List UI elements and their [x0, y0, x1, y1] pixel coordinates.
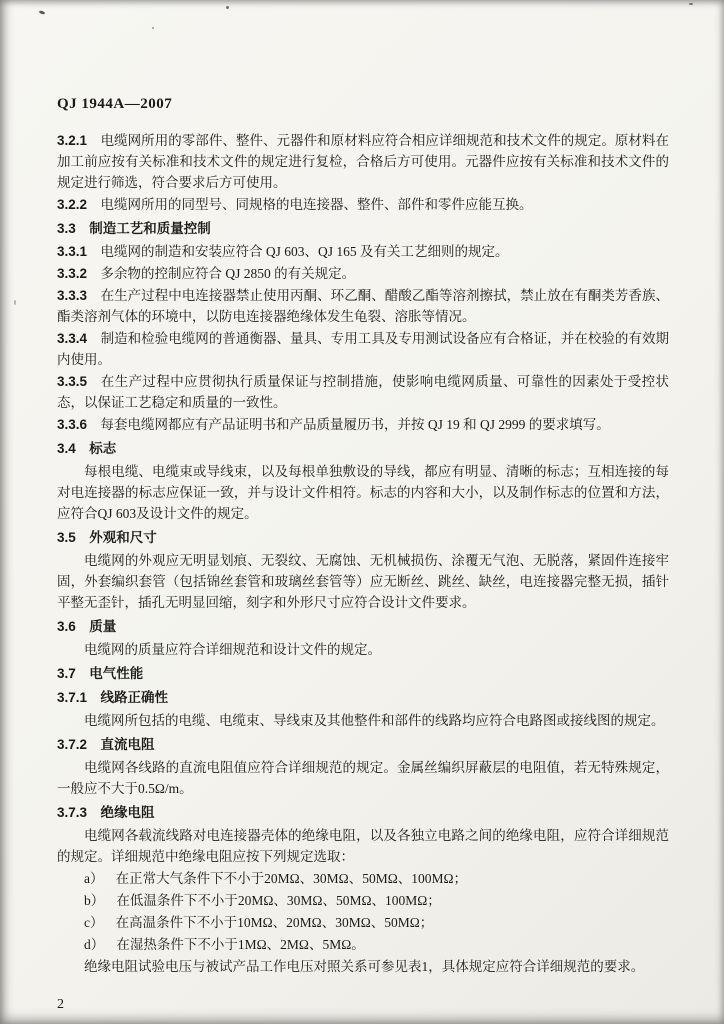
heading-number: 3.7.3 — [57, 805, 88, 820]
scan-artifact — [689, 3, 693, 5]
document-body — [57, 130, 669, 977]
page-number: 2 — [57, 997, 64, 1012]
list-item-text: 在低温条件下不小于20MΩ、30MΩ、50MΩ、100MΩ； — [116, 893, 441, 908]
section-heading — [57, 527, 669, 548]
paragraph-text: 每根电缆、电缆束或导线束，以及每根单独敷设的导线，都应有明显、清晰的标志；互相连接的每对电连接器的标志应保证一致，并与设计文件相符。标志的内容和大小，以及制作标志的位置和方法，应符合QJ 603及设计文件的规定。 — [57, 464, 669, 521]
section-heading — [57, 687, 669, 708]
paragraph-text: 电缆网各线路的直流电阻值应符合详细规范的规定。金属丝编织屏蔽层的电阻值，若无特殊规定，一般应不大于0.5Ω/m。 — [57, 760, 669, 796]
heading-number: 3.5 — [57, 530, 76, 545]
section-heading — [57, 218, 669, 239]
heading-title: 直流电阻 — [100, 737, 155, 752]
clause-text: 在生产过程中电连接器禁止使用丙酮、环乙酮、醋酸乙酯等溶剂擦拭，禁止放在有酮类芳香族、酯类溶剂气体的环境中，以防电连接器绝缘体发生龟裂、溶胀等情况。 — [57, 288, 669, 324]
clause-number: 3.3.6 — [57, 417, 88, 432]
clause-number: 3.2.1 — [57, 133, 88, 148]
list-marker: b） — [84, 893, 105, 908]
section-heading — [57, 616, 669, 637]
list-item — [57, 934, 669, 955]
clause-number: 3.3.1 — [57, 244, 88, 259]
body-paragraph — [57, 639, 669, 660]
heading-number: 3.7.2 — [57, 737, 88, 752]
scan-artifact — [39, 10, 46, 15]
clause-paragraph — [57, 285, 669, 327]
heading-number: 3.7.1 — [57, 690, 88, 705]
paragraph-text: 电缆网的外观应无明显划痕、无裂纹、无腐蚀、无机械损伤、涂覆无气泡、无脱落，紧固件连接牢固，外套编织套管（包括锦丝套管和玻璃丝套管等）应无断丝、跳丝、缺丝，电连接器完整无损，插针平整无歪针，插孔无明显回缩，刻字和外形尺寸应符合设计文件要求。 — [57, 553, 669, 610]
clause-number: 3.3.2 — [57, 266, 88, 281]
section-heading — [57, 438, 669, 459]
list-item-text: 在正常大气条件下不小于20MΩ、30MΩ、50MΩ、100MΩ； — [115, 871, 468, 886]
clause-text: 多余物的控制应符合 QJ 2850 的有关规定。 — [100, 266, 356, 281]
body-paragraph — [57, 757, 669, 799]
clause-paragraph — [57, 371, 669, 413]
clause-text: 电缆网所用的零部件、整件、元器件和原材料应符合相应详细规范和技术文件的规定。原材料在加工前应按有关标准和技术文件的规定进行复检，合格后方可使用。元器件应按有关标准和技术文件的规定进行筛选，符合要求后方可使用。 — [57, 133, 669, 190]
clause-number: 3.2.2 — [57, 197, 88, 212]
scan-artifact — [152, 27, 154, 29]
paragraph-text: 电缆网各载流线路对电连接器壳体的绝缘电阻，以及各独立电路之间的绝缘电阻，应符合详细规范的规定。详细规范中绝缘电阻应按下列规定选取： — [57, 828, 669, 864]
list-marker: c） — [84, 915, 104, 930]
clause-text: 电缆网所用的同型号、同规格的电连接器、整件、部件和零件应能互换。 — [100, 197, 533, 212]
section-heading — [57, 734, 669, 755]
heading-title: 质量 — [89, 619, 117, 634]
clause-paragraph — [57, 414, 669, 435]
clause-paragraph — [57, 130, 669, 193]
body-paragraph — [57, 825, 669, 867]
paragraph-text: 电缆网所包括的电缆、电缆束、导线束及其他整件和部件的线路均应符合电路图或接线图的规定。 — [84, 713, 665, 728]
scan-artifact — [226, 6, 229, 9]
heading-title: 电气性能 — [89, 666, 144, 681]
body-paragraph — [57, 956, 669, 977]
list-item-text: 在高温条件下不小于10MΩ、20MΩ、30MΩ、50MΩ； — [115, 915, 434, 930]
heading-title: 线路正确性 — [100, 690, 169, 705]
list-item — [57, 890, 669, 911]
list-marker: d） — [84, 937, 105, 952]
scan-artifact — [14, 300, 16, 305]
body-paragraph — [57, 710, 669, 731]
paragraph-text: 电缆网的质量应符合详细规范和设计文件的规定。 — [84, 642, 381, 657]
list-item-text: 在湿热条件下不小于1MΩ、2MΩ、5MΩ。 — [116, 937, 365, 952]
list-item — [57, 912, 669, 933]
heading-title: 标志 — [89, 441, 117, 456]
heading-title: 绝缘电阻 — [100, 805, 155, 820]
clause-number: 3.3.4 — [57, 331, 88, 346]
section-heading — [57, 663, 669, 684]
clause-paragraph — [57, 241, 669, 262]
heading-number: 3.3 — [57, 221, 76, 236]
section-heading — [57, 802, 669, 823]
body-paragraph — [57, 461, 669, 524]
standard-number-header: QJ 1944A—2007 — [57, 96, 173, 112]
clause-text: 电缆网的制造和安装应符合 QJ 603、QJ 165 及有关工艺细则的规定。 — [100, 244, 509, 259]
clause-paragraph — [57, 194, 669, 215]
list-item — [57, 868, 669, 889]
heading-number: 3.6 — [57, 619, 76, 634]
heading-number: 3.4 — [57, 441, 76, 456]
body-paragraph — [57, 550, 669, 613]
heading-number: 3.7 — [57, 666, 76, 681]
clause-text: 每套电缆网都应有产品证明书和产品质量履历书，并按 QJ 19 和 QJ 2999 的要求填写。 — [100, 417, 610, 432]
clause-text: 在生产过程中应贯彻执行质量保证与控制措施，使影响电缆网质量、可靠性的因素处于受控状态，以保证工艺稳定和质量的一致性。 — [57, 374, 669, 410]
clause-number: 3.3.3 — [57, 288, 88, 303]
clause-text: 制造和检验电缆网的普通衡器、量具、专用工具及专用测试设备应有合格证，并在校验的有效期内使用。 — [57, 331, 669, 367]
clause-number: 3.3.5 — [57, 374, 88, 389]
page-content — [57, 94, 669, 1015]
heading-title: 外观和尺寸 — [89, 530, 157, 545]
clause-paragraph — [57, 328, 669, 370]
paragraph-text: 绝缘电阻试验电压与被试产品工作电压对照关系可参见表1，具体规定应符合详细规范的要求。 — [84, 959, 645, 974]
heading-title: 制造工艺和质量控制 — [89, 221, 211, 236]
clause-paragraph — [57, 263, 669, 284]
list-marker: a） — [84, 871, 104, 886]
